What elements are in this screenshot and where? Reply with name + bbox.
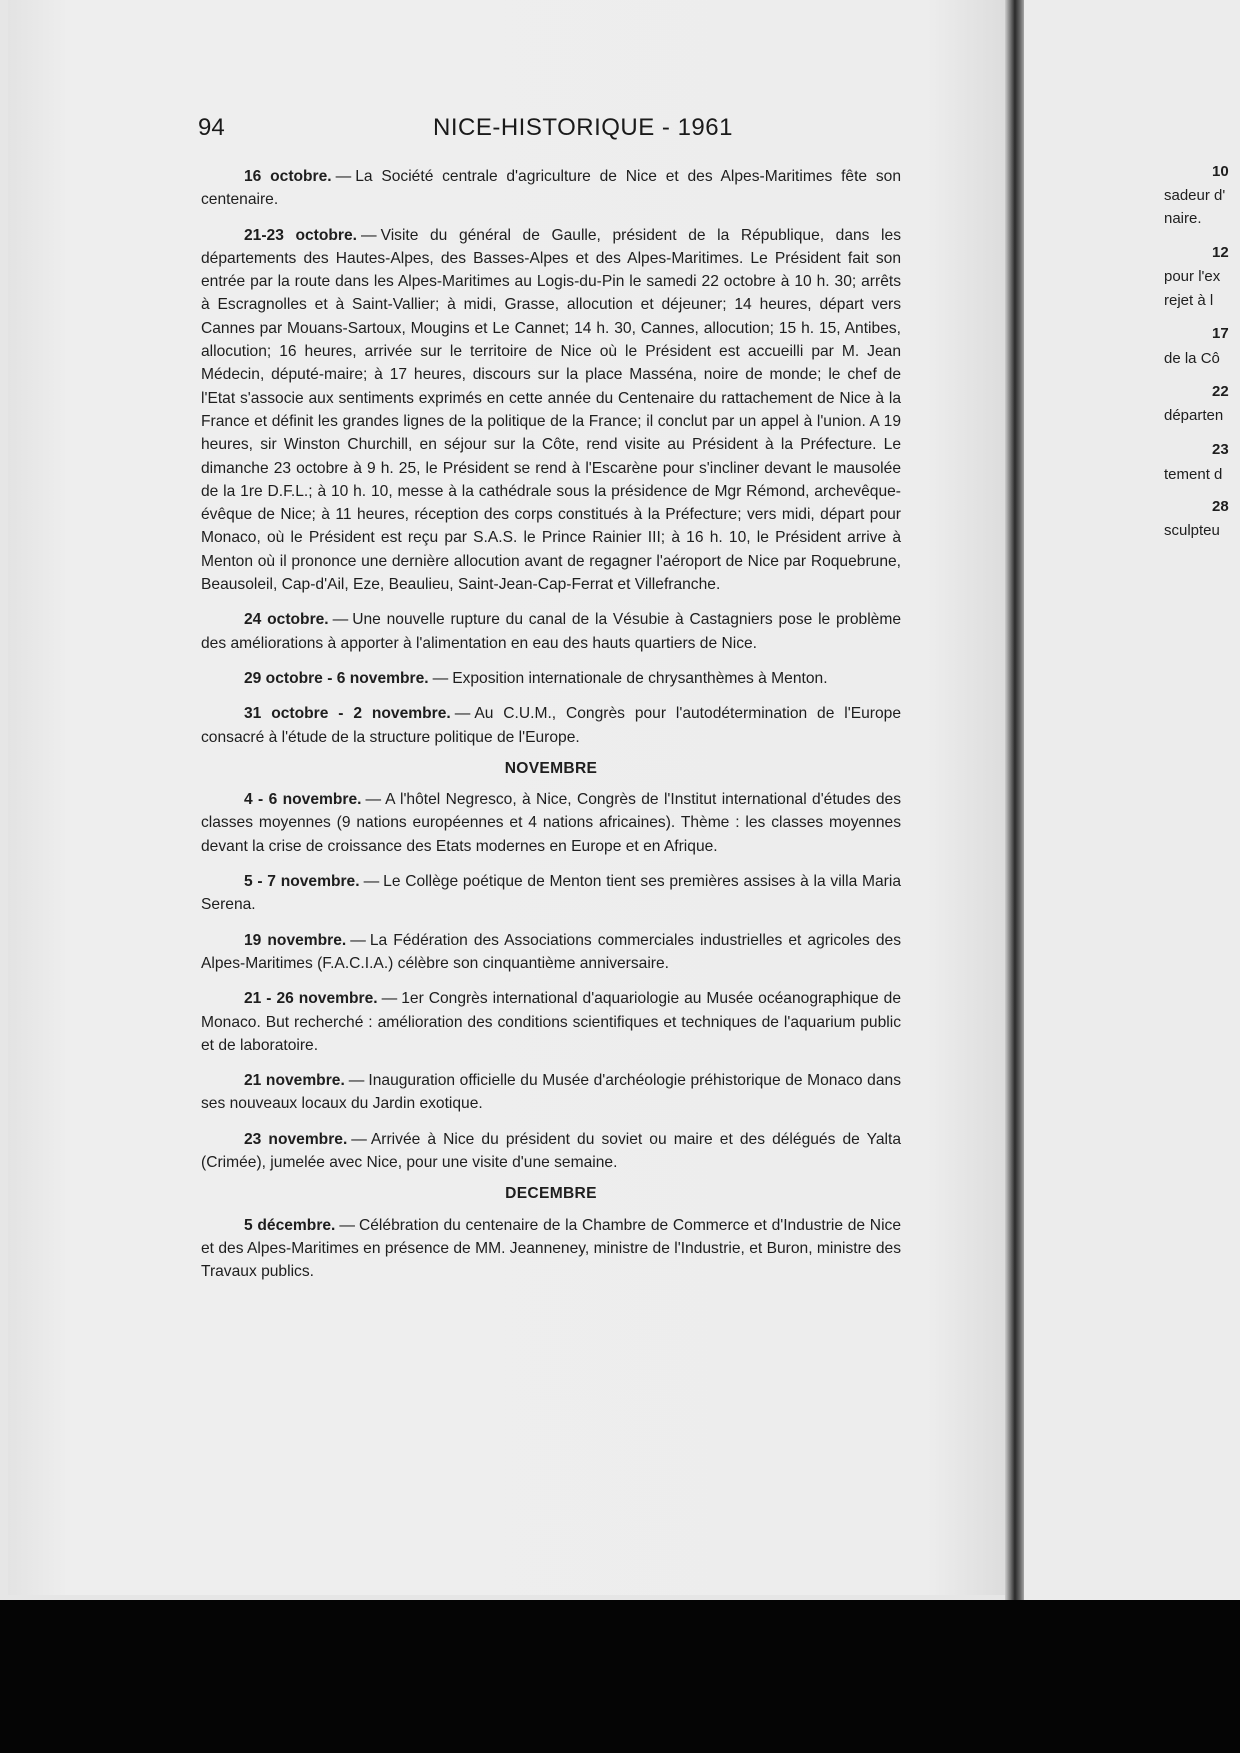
entry <box>201 929 901 976</box>
fragment-text: rejet à l <box>1164 292 1214 309</box>
entry-text: Inauguration officielle du Musée d'archéologie préhistorique de Monaco dans ses nouveaux locaux du Jardin exotique. <box>201 1072 901 1113</box>
entry <box>201 1214 901 1284</box>
left-page <box>8 0 1008 1595</box>
entry-date: 21 novembre. <box>244 1072 345 1090</box>
entry-date: 21-23 octobre. <box>244 226 357 244</box>
entry <box>201 224 901 597</box>
right-page-text-fragments <box>1034 0 1240 1600</box>
entry-date: 24 octobre. <box>244 611 329 629</box>
dash-separator: — <box>363 873 380 891</box>
dash-separator: — <box>332 611 349 629</box>
fragment-date: 17 <box>1212 325 1229 342</box>
entry-text: Célébration du centenaire de la Chambre de Commerce et d'Industrie de Nice et des Alpes-Maritimes en présence de MM. Jeanneney, ministre de l'Industrie, et Buron, ministre des Travaux publics. <box>201 1216 901 1281</box>
entry-text: Visite du général de Gaulle, président de la République, dans les départements des Hautes-Alpes, des Basses-Alpes et des Alpes-Maritimes. Le Président fait son entrée par la route dans les Alpes-Maritimes au Logis-du-Pin le samedi 22 octobre à 10 h. 30; arrêts à Escragnolles et à Saint-Vallier; à midi, Grasse, allocution et déjeuner; 14 heures, départ vers Cannes par Mouans-Sartoux, Mougins et Le Cannet; 14 h. 30, Cannes, allocution; 15 h. 15, Antibes, allocution; 16 heures, arrivée sur le territoire de Nice où le Président est accueilli par M. Jean Médecin, député-maire; à 17 heures, discours sur la place Masséna, noire de monde; le chef de l'Etat s'associe aux sentiments exprimés en cette année du Centenaire du rattachement de Nice à la France et définit les grandes lignes de la politique de la France; il conclut par un appel à l'union. A 19 heures, sir Winston Churchill, en séjour sur la Côte, rend visite au Président à la Préfecture. Le dimanche 23 octobre à 9 h. 25, le Président se rend à l'Escarène pour s'incliner devant le mausolée de la 1re D.F.L.; à 10 h. 10, messe à la cathédrale sous la présidence de Mgr Rémond, archevêque-évêque de Nice; à 11 heures, réception des corps constitués à la Préfecture; vers midi, départ pour Monaco, où le Président est reçu par S.A.S. le Prince Rainier III; à 16 h. 10, le Président arrive à Menton où il prononce une dernière allocution avant de regagner l'aéroport de Nice par Roquebrune, Beausoleil, Cap-d'Ail, Eze, Beaulieu, Saint-Jean-Cap-Ferrat et Villefranche. <box>201 226 901 594</box>
entry <box>201 608 901 655</box>
dash-separator: — <box>454 705 471 723</box>
entry-date: 5 décembre. <box>244 1216 336 1234</box>
dash-separator: — <box>348 1072 365 1090</box>
chronicle-body <box>201 165 901 1295</box>
entry-date: 31 octobre - 2 novembre. <box>244 705 451 723</box>
entry <box>201 788 901 858</box>
fragment-date: 23 <box>1212 441 1229 458</box>
entry-text: La Société centrale d'agriculture de Nice et des Alpes-Maritimes fête son centenaire. <box>201 168 901 209</box>
entry-date: 5 - 7 novembre. <box>244 873 360 891</box>
dash-separator: — <box>350 931 366 949</box>
entry-date: 29 octobre - 6 novembre. <box>244 669 429 687</box>
fragment-date: 10 <box>1212 163 1229 180</box>
entry-date: 23 novembre. <box>244 1130 348 1148</box>
section-heading-november: NOVEMBRE <box>504 759 598 777</box>
dash-separator: — <box>360 226 377 244</box>
entry-text: Le Collège poétique de Menton tient ses premières assises à la villa Maria Serena. <box>201 873 901 914</box>
entry-text: 1er Congrès international d'aquariologie au Musée océanographique de Monaco. But recherché : amélioration des conditions scientifiques et techniques de l'aquarium public et de laboratoire. <box>201 990 901 1054</box>
fragment-text: pour l'ex <box>1164 268 1221 285</box>
fragment-text: sculpteu <box>1164 522 1220 539</box>
entry-text: Au C.U.M., Congrès pour l'autodétermination de l'Europe consacré à l'étude de la structure politique de l'Europe. <box>201 705 901 746</box>
dash-separator: — <box>432 669 449 687</box>
entry-text: A l'hôtel Negresco, à Nice, Congrès de l'Institut international d'études des classes moyennes (9 nations européennes et 4 nations africaines). Thème : les classes moyennes devant la crise de croissance des Etats modernes en Europe et en Afrique. <box>201 791 901 855</box>
entry <box>201 1069 901 1116</box>
fragment-date: 28 <box>1212 498 1229 515</box>
fragment-date: 22 <box>1212 383 1229 400</box>
entry <box>201 702 901 749</box>
fragment-text: tement d <box>1164 466 1223 483</box>
dash-separator: — <box>381 990 398 1008</box>
fragment-text: naire. <box>1164 210 1202 227</box>
fragment-date: 12 <box>1212 244 1229 261</box>
entry-text: Exposition internationale de chrysanthèmes à Menton. <box>452 669 828 687</box>
entry <box>201 667 901 690</box>
fragment-text: de la Cô <box>1164 350 1220 367</box>
entry-date: 21 - 26 novembre. <box>244 990 378 1008</box>
dash-separator: — <box>365 791 382 809</box>
dash-separator: — <box>351 1130 367 1148</box>
dash-separator: — <box>335 168 352 185</box>
entry-date: 19 novembre. <box>244 931 347 949</box>
entry-text: La Fédération des Associations commerciales industrielles et agricoles des Alpes-Maritimes (F.A.C.I.A.) célèbre son cinquantième anniversaire. <box>201 931 901 972</box>
fragment-text: départen <box>1164 407 1224 424</box>
entry <box>201 1128 901 1175</box>
page-header <box>198 114 898 154</box>
dash-separator: — <box>339 1216 355 1234</box>
page-number: 94 <box>198 114 225 141</box>
entry <box>201 987 901 1057</box>
entry-text: Arrivée à Nice du président du soviet ou maire et des délégués de Yalta (Crimée), jumelée avec Nice, pour une visite d'une semaine. <box>201 1130 901 1171</box>
section-heading-december: DECEMBRE <box>505 1185 597 1203</box>
scanner-bed-shadow <box>0 1600 1240 1753</box>
entry-date: 16 octobre. <box>244 168 332 185</box>
entry-date: 4 - 6 novembre. <box>244 791 362 809</box>
entry <box>201 165 901 212</box>
entry-text: Une nouvelle rupture du canal de la Vésubie à Castagniers pose le problème des améliorations à apporter à l'alimentation en eau des hauts quartiers de Nice. <box>201 611 901 652</box>
fragment-text: sadeur d' <box>1164 187 1226 204</box>
entry <box>201 870 901 917</box>
running-title: NICE-HISTORIQUE - 1961 <box>433 114 733 141</box>
